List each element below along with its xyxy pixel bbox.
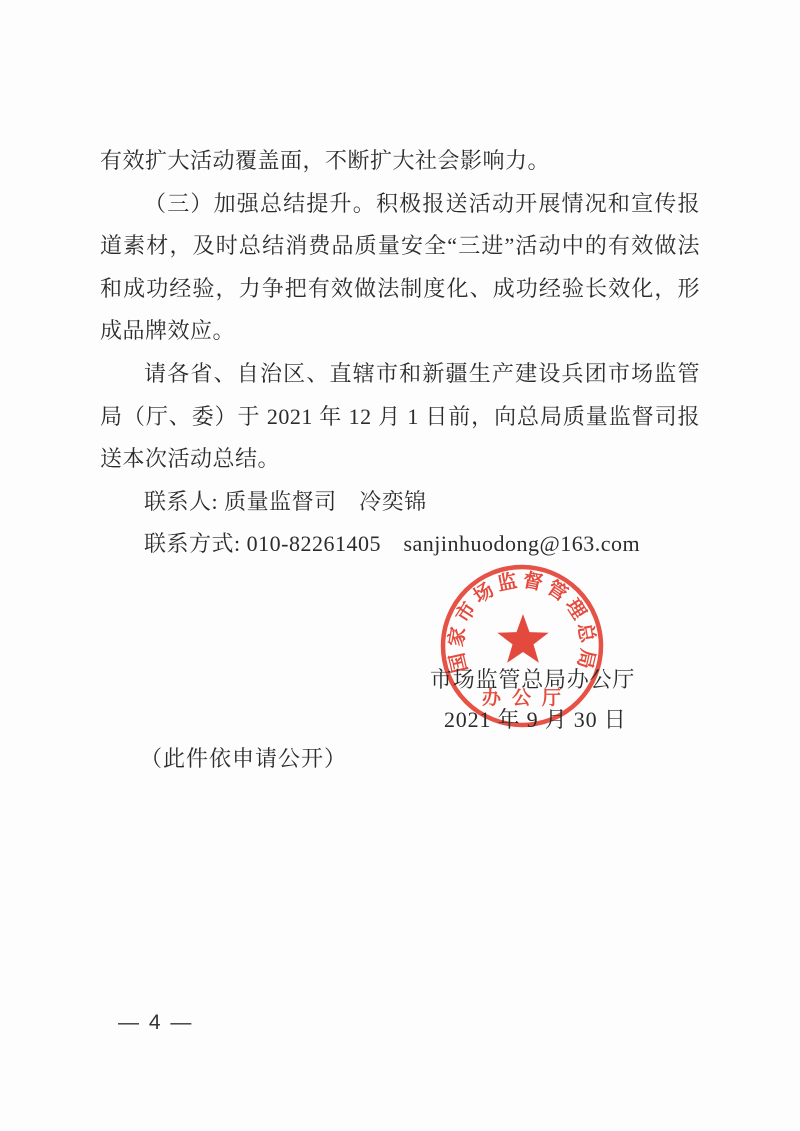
seal-center-text: 办公厅 (481, 688, 573, 709)
paragraph-summary-improvement: （三）加强总结提升。积极报送活动开展情况和宣传报道素材，及时总结消费品质量安全“三进”活动中的有效做法和成功经验，力争把有效做法制度化、成功经验长效化，形成品牌效应。 (100, 190, 700, 344)
seal-star-icon (497, 614, 548, 663)
page-number: — 4 — (118, 1011, 194, 1034)
paragraph-report-request: 请各省、自治区、直辖市和新疆生产建设兵团市场监管局（厅、委）于 2021 年 12 月 1 日前，向总局质量监督司报送本次活动总结。 (100, 360, 700, 472)
document-body (100, 140, 700, 566)
paragraph-continuation: 有效扩大活动覆盖面，不断扩大社会影响力。 (100, 148, 551, 173)
contact-person-line: 联系人: 质量监督司 冷奕锦 (144, 488, 427, 514)
signature-date: 2021 年 9 月 30 日 (444, 707, 627, 732)
contact-info-line: 联系方式: 010-82261405 sanjinhuodong@163.com (144, 531, 641, 557)
signature-agency: 市场监管总局办公厅 (430, 667, 636, 692)
seal-ring-text: 国家市场监督管理总局 (446, 570, 598, 675)
disclosure-note: （此件依申请公开） (140, 746, 348, 771)
